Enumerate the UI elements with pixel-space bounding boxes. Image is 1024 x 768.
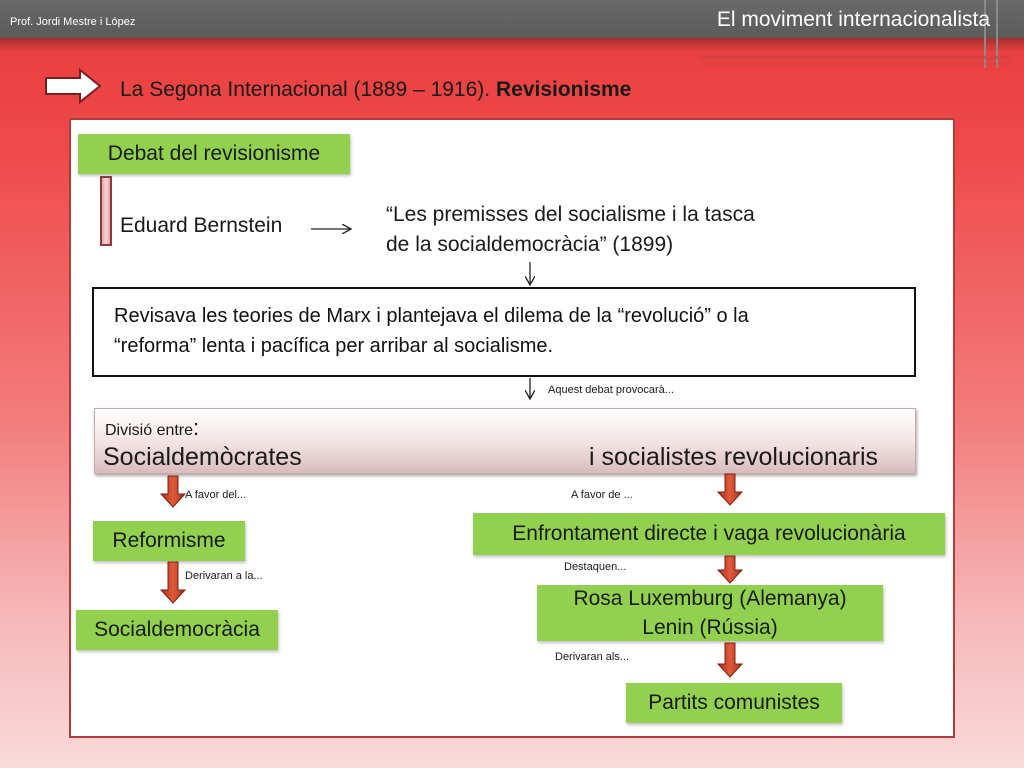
heading-bold-text: Revisionisme — [495, 78, 632, 101]
bernstein-name: Eduard Bernstein — [120, 214, 283, 237]
red-arrow-left-1 — [161, 476, 185, 507]
red-arrow-left-2 — [161, 562, 185, 603]
group-left: Socialdemòcrates — [103, 443, 302, 471]
division-label-text: Divisió entre — [105, 422, 194, 439]
leader-luxemburg: Rosa Luxemburg (Alemanya) — [573, 587, 847, 610]
heading-text: La Segona Internacional (1889 – 1916). — [120, 78, 491, 101]
red-arrow-right-1 — [718, 474, 742, 505]
book-line-1: “Les premisses del socialisme i la tasca — [386, 203, 755, 226]
right-highlight-label: Destaquen... — [564, 561, 627, 573]
left-favor-label: A favor del... — [185, 489, 247, 501]
left-derive-label: Derivaran a la... — [185, 570, 263, 582]
confrontation-label: Enfrontament directe i vaga revolucionària — [512, 521, 906, 545]
group-right: i socialistes revolucionaris — [589, 443, 879, 471]
leader-lenin: Lenin (Rússia) — [642, 616, 778, 639]
right-favor-label: A favor de ... — [571, 489, 633, 501]
presentation-title: El moviment internacionalista — [716, 8, 990, 31]
reformism-label: Reformisme — [112, 528, 226, 552]
division-colon: : — [193, 415, 200, 440]
communist-parties-label: Partits comunistes — [648, 690, 820, 714]
red-arrow-right-2 — [718, 556, 742, 583]
book-line-2: de la socialdemocràcia” (1899) — [386, 233, 674, 256]
right-derive-label: Derivaran als... — [555, 651, 629, 663]
red-arrow-right-3 — [718, 643, 742, 677]
debate-consequence: Aquest debat provocarà... — [548, 384, 674, 396]
revision-line-2: “reforma” lenta i pacífica per arribar al socialisme. — [114, 335, 554, 357]
debate-label: Debat del revisionisme — [107, 141, 321, 165]
social-democracy-label: Socialdemocràcia — [94, 617, 260, 641]
revision-line-1: Revisava les teories de Marx i plantejava el dilema de la “revolució” o la — [114, 305, 749, 327]
author-name: Prof. Jordi Mestre i López — [10, 16, 136, 28]
